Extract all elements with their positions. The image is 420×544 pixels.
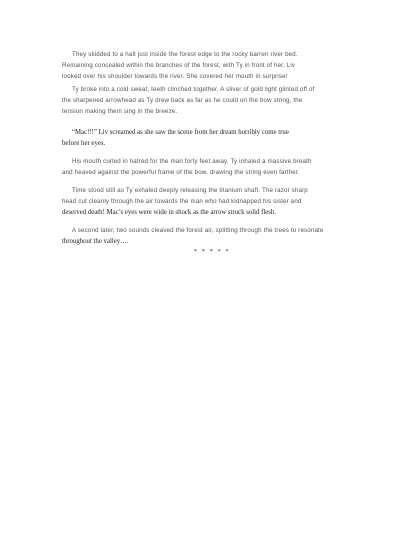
paragraph-3-line-2: before her eyes. xyxy=(62,140,106,147)
paragraph-3 xyxy=(62,127,362,149)
paragraph-5-line-3: deserved death! Mac’s eyes were wide in shock as the arrow struck solid flesh. xyxy=(62,209,277,216)
paragraph-3-line-1: “Mac!!!” Liv screamed as she saw the scene from her dream horribly come true xyxy=(72,129,289,136)
paragraph-6 xyxy=(62,225,362,247)
paragraph-4 xyxy=(62,156,362,178)
paragraph-2-line-3: tension making them sing in the breeze. xyxy=(62,108,178,115)
paragraph-4-line-1: His mouth curled in hatred for the man forty feet away, Ty inhaled a massive breath xyxy=(72,158,312,165)
paragraph-1-line-3: looked over his shoulder towards the river. She covered her mouth in surprise! xyxy=(62,73,288,80)
paragraph-1-line-2: Remaining concealed within the branches of the forest, with Ty in front of her, Liv xyxy=(62,62,296,69)
paragraph-2-line-2: the sharpened arrowhead as Ty drew back as far as he could on the bow string, the xyxy=(62,97,303,104)
paragraph-2 xyxy=(62,84,362,117)
paragraph-4-line-2: and heaved against the powerful frame of the bow, drawing the string even farther. xyxy=(62,169,300,176)
scene-separator: * * * * * xyxy=(193,248,231,255)
paragraph-1 xyxy=(62,49,362,82)
paragraph-1-line-1: They skidded to a halt just inside the forest edge to the rocky barren river bed. xyxy=(72,51,298,58)
paragraph-6-line-2: throughout the valley…. xyxy=(62,238,129,245)
paragraph-6-line-1: A second later, two sounds cleaved the forest air, splitting through the trees to resonate xyxy=(72,227,324,234)
paragraph-5-line-2: head cut cleanly through the air towards the man who had kidnapped his sister and xyxy=(62,198,302,205)
paragraph-5 xyxy=(62,185,362,218)
paragraph-2-line-1: Ty broke into a cold sweat, teeth clinched together. A sliver of gold light glinted off of xyxy=(72,86,315,93)
paragraph-5-line-1: Time stood still as Ty exhaled deeply releasing the titanium shaft. The razor sharp xyxy=(72,187,308,194)
